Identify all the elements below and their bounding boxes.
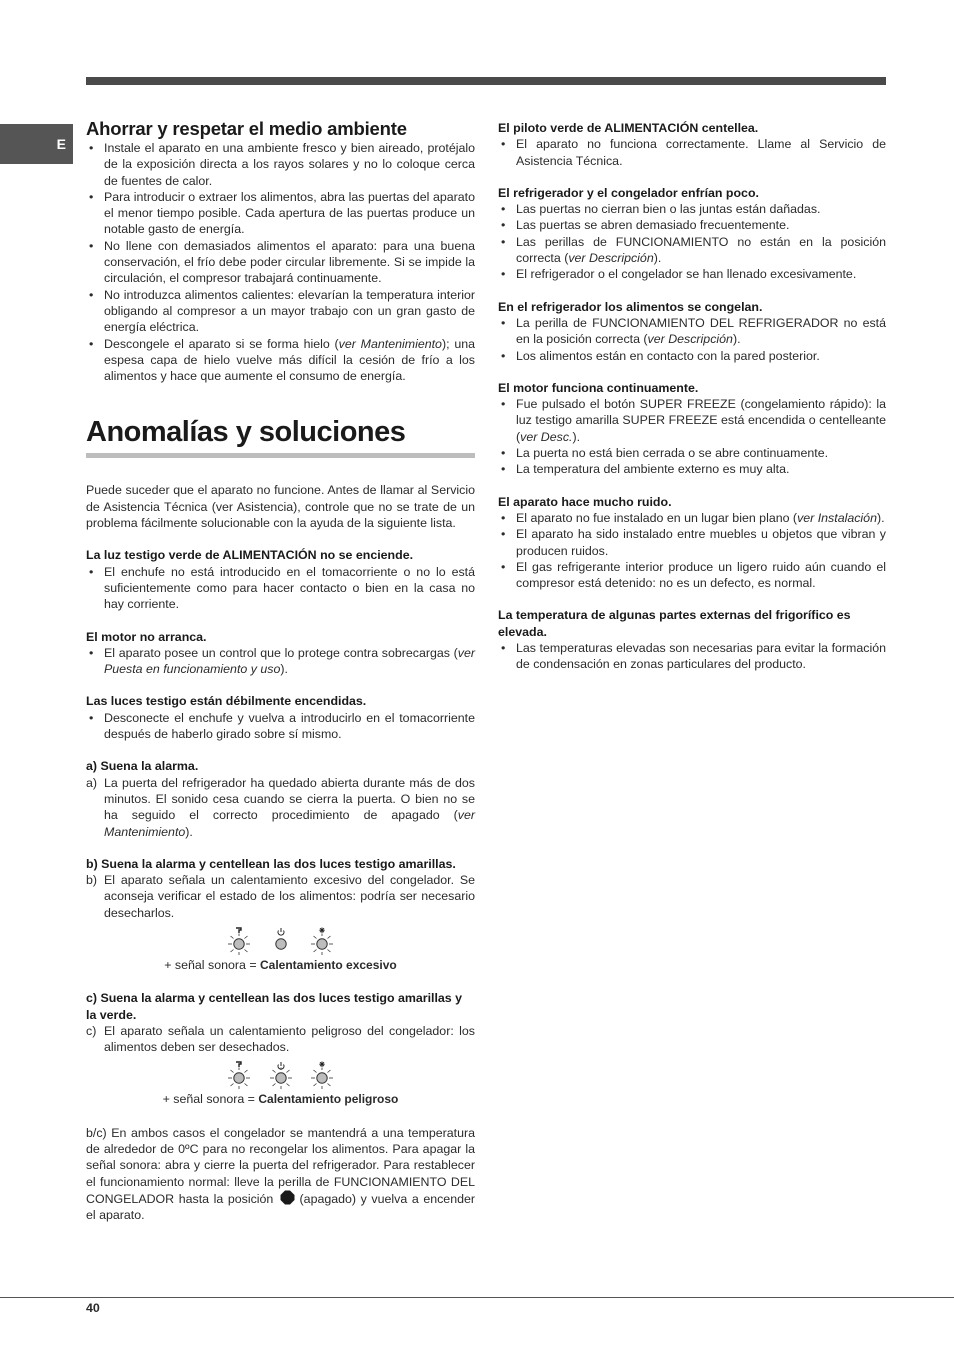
list-item: • La temperatura del ambiente externo es muy alta. <box>498 461 886 477</box>
problem-heading: El piloto verde de ALIMENTACIÓN centellea. <box>498 121 759 135</box>
problem-heading: a) Suena la alarma. <box>86 759 199 774</box>
text: ). <box>280 662 288 677</box>
right-column <box>498 120 886 673</box>
problem-heading: El aparato hace mucho ruido. <box>498 494 672 509</box>
freeze-light-icon <box>307 1061 337 1091</box>
indicator-lights-excessive <box>86 927 475 957</box>
page-title: Anomalías y soluciones <box>86 415 475 458</box>
header-bar <box>86 77 886 85</box>
problem-heading: c) Suena la alarma y centellean las dos luces testigo amarillas y la verde. <box>86 991 463 1022</box>
signal-caption <box>86 957 475 973</box>
power-light-icon <box>266 927 296 957</box>
problem-heading: b) Suena la alarma y centellean las dos luces testigo amarillas. <box>86 856 456 871</box>
list-item: • Las puertas no cierran bien o las juntas están dañadas. <box>498 201 886 217</box>
item-tag: b) <box>86 873 98 888</box>
text: b/c) En ambos casos el congelador se mantendrá a una temperatura de alrededor de 0ºC para no recongelar los alimentos. Para apagar la señal sonora: abra y cierre la puerta del refrigerador. Para restablecer el funcionamiento normal: lleve la perilla de FUNCIONAMIENTO DEL CONGELADOR hasta la posición <box>86 1125 475 1206</box>
item-tag: a) <box>86 775 98 790</box>
intro-paragraph: Puede suceder que el aparato no funcione. Antes de llamar al Servicio de Asistencia Técnica (ver Asistencia), controle que no se trate de un problema fácilmente solucionable con la ayuda de la siguiente lista. <box>86 483 475 531</box>
problem-heading: Las luces testigo están débilmente encendidas. <box>86 694 367 709</box>
text: + señal sonora = <box>164 957 260 972</box>
freeze-light-icon <box>307 927 337 957</box>
text: ). <box>732 332 741 347</box>
off-position-icon <box>280 1190 295 1205</box>
text: ). <box>572 429 581 444</box>
list-item: • Desconecte el enchufe y vuelva a introducirlo en el tomacorriente después de haberlo girado sobre sí mismo. <box>86 710 475 743</box>
text: Las perillas de FUNCIONAMIENTO no están en la posición correcta ( <box>516 234 886 266</box>
list-item: • El aparato no funciona correctamente. Llame al Servicio de Asistencia Técnica. <box>498 136 886 169</box>
text: Calentamiento peligroso <box>258 1092 399 1107</box>
labeled-item <box>86 872 475 921</box>
text: El aparato no fue instalado en un lugar bien plano ( <box>516 510 798 525</box>
list-item <box>86 336 475 385</box>
indicator-lights-dangerous <box>86 1061 475 1091</box>
reference: ver Mantenimiento <box>338 336 442 351</box>
text: ); una espesa capa de hielo vuelve más difícil la cesión de frío a los alimentos y hace que aumente el consumo de energía. <box>104 336 475 384</box>
text: La perilla de FUNCIONAMIENTO DEL REFRIGERADOR no está en la posición correcta ( <box>516 315 886 347</box>
language-tab: E <box>0 124 73 164</box>
text: ). <box>876 510 885 525</box>
text: ). <box>185 824 193 839</box>
labeled-item <box>86 775 475 840</box>
text: La puerta del refrigerador ha quedado abierta durante más de dos minutos. El sonido cesa cuando se cierra la puerta. O bien no se ha seguido el correcto procedimiento de apagado ( <box>104 775 475 823</box>
problem-heading: La luz testigo verde de ALIMENTACIÓN no se enciende. <box>86 548 414 563</box>
text: + señal sonora = <box>162 1092 259 1107</box>
list-item <box>86 645 475 678</box>
item-tag: c) <box>86 1023 97 1038</box>
text: Calentamiento excesivo <box>260 957 397 972</box>
footer-divider <box>0 1297 954 1298</box>
problem-heading: La temperatura de algunas partes externas del frigorífico es elevada. <box>498 608 851 639</box>
yellow-light-icon <box>224 1061 254 1091</box>
reference: ver Descripción <box>647 332 733 347</box>
reference: ver Instalación <box>797 510 877 525</box>
list-item: • No llene con demasiados alimentos el aparato: para una buena conservación, el frío debe poder circular libremente. Si se impide la circulación, el compresor trabajará continuamente. <box>86 238 475 287</box>
problem-heading: El refrigerador y el congelador enfrían poco. <box>498 185 759 200</box>
list-item: • Las puertas se abren demasiado frecuentemente. <box>498 217 886 233</box>
list-item: • Las temperaturas elevadas son necesarias para evitar la formación de condensación en zonas particulares del producto. <box>498 640 886 673</box>
text: El aparato posee un control que lo protege contra sobrecargas ( <box>104 645 458 660</box>
reference: ver Mantenimiento <box>104 808 475 839</box>
text: Descongele el aparato si se forma hielo ( <box>104 336 339 351</box>
list-item: • No introduzca alimentos calientes: elevarían la temperatura interior obligando al compresor a un mayor trabajo con un gran gasto de energía eléctrica. <box>86 287 475 336</box>
list-item: • Los alimentos están en contacto con la pared posterior. <box>498 348 886 364</box>
page-number: 40 <box>86 1301 100 1315</box>
list-item: • El gas refrigerante interior produce un ligero ruido aún cuando el compresor está detenido: no es un defecto, es normal. <box>498 559 886 592</box>
list-item <box>498 234 886 267</box>
left-column <box>86 118 475 1224</box>
list-item <box>498 315 886 348</box>
text: ). <box>653 251 662 266</box>
list-item: • Para introducir o extraer los alimentos, abra las puertas del aparato el menor tiempo posible. Cada apertura de las puertas produce un notable gasto de energía. <box>86 189 475 238</box>
reference: ver Puesta en funcionamiento y uso <box>104 645 475 677</box>
reference: ver Descripción <box>568 251 654 266</box>
list-item: • El aparato ha sido instalado entre muebles u objetos que vibran y producen ruidos. <box>498 526 886 559</box>
problem-heading: En el refrigerador los alimentos se congelan. <box>498 299 763 314</box>
problem-heading: El motor no arranca. <box>86 629 207 644</box>
power-light-icon <box>266 1061 296 1091</box>
text: Fue pulsado el botón SUPER FREEZE (congelamiento rápido): la luz testigo amarilla SUPER FREEZE está encendida o centelleante ( <box>516 397 886 444</box>
bc-paragraph <box>86 1125 475 1224</box>
signal-caption <box>86 1091 475 1107</box>
list-item <box>498 510 886 526</box>
reference: ver Desc. <box>520 429 573 444</box>
list-item <box>498 396 886 445</box>
problem-heading: El motor funciona continuamente. <box>498 380 699 395</box>
text: El aparato señala un calentamiento excesivo del congelador. Se aconseja verificar el estado de los alimentos: podría ser necesario desecharlos. <box>104 873 475 920</box>
list-item: • El enchufe no está introducido en el tomacorriente o no lo está suficientemente como para hacer contacto o bien en la casa no hay corriente. <box>86 564 475 613</box>
environment-list <box>86 140 475 384</box>
text: (apagado) y vuelva a encender el aparato. <box>86 1191 475 1223</box>
list-item: • El refrigerador o el congelador se han llenado excesivamente. <box>498 266 886 282</box>
yellow-light-icon <box>224 927 254 957</box>
labeled-item <box>86 1023 475 1056</box>
section-title-environment: Ahorrar y respetar el medio ambiente <box>86 118 407 139</box>
list-item: • Instale el aparato en una ambiente fresco y bien aireado, protéjalo de la exposición directa a los rayos solares y no lo coloque cerca de fuentes de calor. <box>86 140 475 189</box>
list-item: • La puerta no está bien cerrada o se abre continuamente. <box>498 445 886 461</box>
text: El aparato señala un calentamiento peligroso del congelador: los alimentos deben ser desechados. <box>104 1023 475 1055</box>
